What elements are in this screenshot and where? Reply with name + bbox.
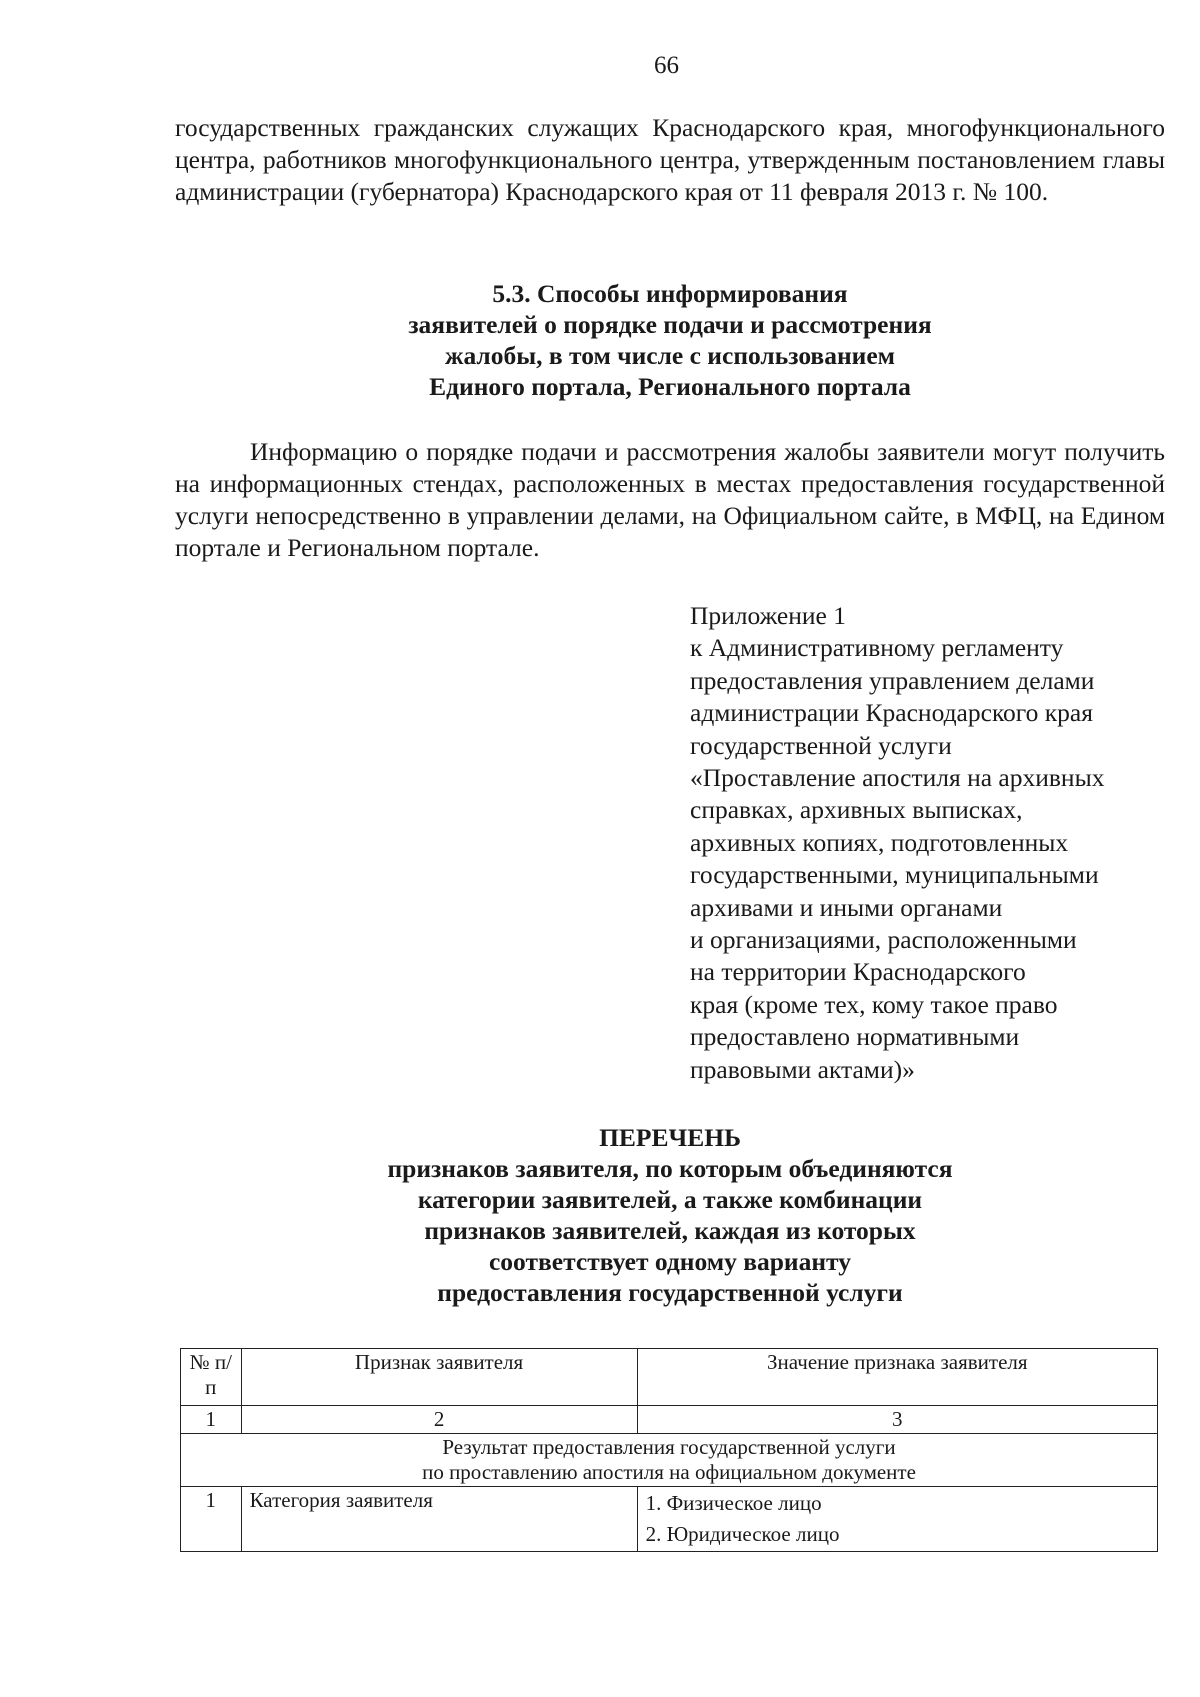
row-values-cell [637,1487,1157,1552]
appendix-line: архивами и иными органами [690,892,1003,922]
list-title-line: предоставления государственной услуги [437,1278,903,1307]
appendix-line: архивных копиях, подготовленных [690,827,1069,857]
merged-result-cell [181,1434,1158,1487]
merged-result-line: по проставлению апостиля на официальном документе [422,1460,916,1484]
appendix-line: предоставлено нормативными [690,1022,1020,1052]
column-number-cell: 2 [241,1406,637,1434]
row-value: 1. Физическое лицо [645,1491,822,1515]
appendix-line: предоставления управлением делами [690,665,1095,695]
list-title-line: ПЕРЕЧЕНЬ [599,1123,741,1152]
column-number-cell: 1 [181,1406,242,1434]
header-cell-criterion: Признак заявителя [241,1349,637,1406]
appendix-line: государственными, муниципальными [690,860,1099,890]
info-paragraph: Информацию о порядке подачи и рассмотрения жалобы заявители могут получить на информационных стендах, расположенных в местах предоставления государственной услуги непосредственно в управлении делами, на Официальном сайте, в МФЦ, на Едином портале и Региональном портале. [175,437,1165,562]
column-number-cell: 3 [637,1406,1157,1434]
appendix-line: края (кроме тех, кому такое право [690,989,1058,1019]
header-cell-value: Значение признака заявителя [637,1349,1157,1406]
list-title [175,1122,1165,1308]
continuation-paragraph: государственных гражданских служащих Краснодарского края, многофункционального центра, работников многофункционального центра, утвержденным постановлением главы администрации (губернатора) Краснодарского края от 11 февраля 2013 г. № 100. [175,113,1165,206]
list-title-line: признаков заявителей, каждая из которых [424,1216,916,1245]
row-number-cell: 1 [181,1487,242,1552]
section-heading-line: Единого портала, Регионального портала [429,372,911,401]
page-number: 66 [654,52,679,79]
appendix-line: администрации Краснодарского края [690,698,1093,728]
row-criterion-cell: Категория заявителя [241,1487,637,1552]
list-title-line: соответствует одному варианту [488,1247,851,1276]
merged-result-row [181,1434,1158,1487]
table-header-row [181,1349,1158,1406]
appendix-line: «Проставление апостиля на архивных [690,763,1105,793]
table-row [181,1487,1158,1552]
list-title-line: признаков заявителя, по которым объединяются [387,1154,953,1183]
section-heading [175,278,1165,402]
criteria-table [180,1348,1158,1552]
appendix-line: государственной услуги [690,730,952,760]
appendix-line: и организациями, расположенными [690,925,1077,955]
list-title-line: категории заявителей, а также комбинации [417,1185,923,1214]
appendix-note [690,600,1170,1086]
column-number-row [181,1406,1158,1434]
merged-result-line: Результат предоставления государственной услуги [442,1435,896,1459]
appendix-line: справках, архивных выписках, [690,795,1023,825]
appendix-line: Приложение 1 [690,601,846,630]
section-heading-line: жалобы, в том числе с использованием [444,341,896,370]
section-heading-line: заявителей о порядке подачи и рассмотрения [408,310,932,339]
appendix-line: на территории Краснодарского [690,957,1026,987]
appendix-line: правовыми актами)» [690,1054,915,1084]
header-cell-number: № п/п [181,1349,242,1406]
section-heading-line: 5.3. Способы информирования [492,279,848,308]
appendix-line: к Административному регламенту [690,633,1064,663]
row-value: 2. Юридическое лицо [645,1522,840,1546]
